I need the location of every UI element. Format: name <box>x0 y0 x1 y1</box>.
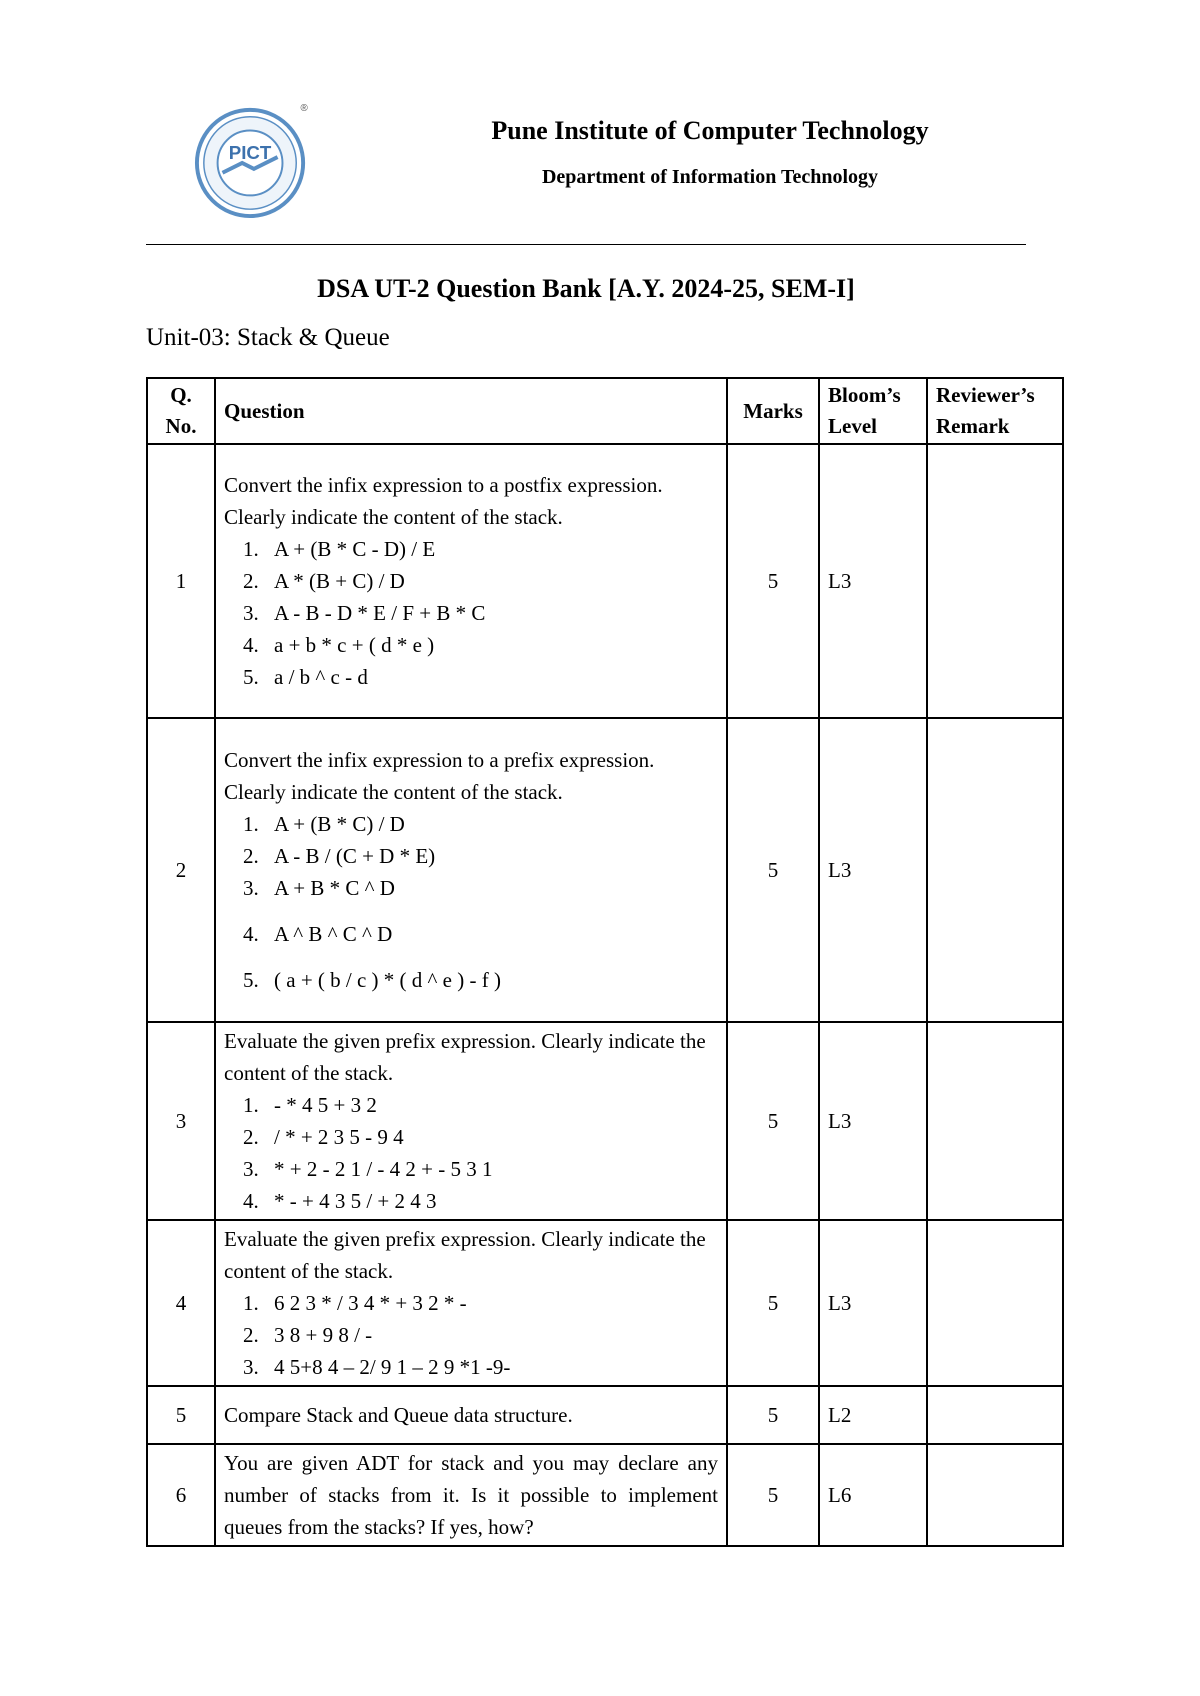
list-item: 3. A + B * C ^ D <box>264 872 718 904</box>
blooms-level-value: L3 <box>819 444 927 718</box>
table-row <box>147 718 1063 1022</box>
question-cell <box>215 1022 727 1220</box>
table-header-row <box>147 378 1063 444</box>
list-item: 3. A - B - D * E / F + B * C <box>264 597 718 629</box>
sub-question-list <box>224 1089 718 1217</box>
question-number: 5 <box>147 1386 215 1444</box>
list-item: 2. A * (B + C) / D <box>264 565 718 597</box>
list-item: 3. 4 5+8 4 – 2/ 9 1 – 2 9 *1 -9- <box>264 1351 718 1383</box>
marks-value: 5 <box>727 1386 819 1444</box>
question-text: You are given ADT for stack and you may declare any number of stacks from it. Is it possible to implement queues from the stacks? If yes, how? <box>224 1451 718 1539</box>
list-item: 4. a + b * c + ( d * e ) <box>264 629 718 661</box>
header-marks: Marks <box>727 378 819 444</box>
list-item: 4. A ^ B ^ C ^ D <box>264 918 718 950</box>
sub-question-list <box>224 533 718 693</box>
table-row <box>147 1022 1063 1220</box>
list-item: 5. ( a + ( b / c ) * ( d ^ e ) - f ) <box>264 964 718 996</box>
question-text: Convert the infix expression to a prefix expression. Clearly indicate the content of the stack. <box>224 748 655 804</box>
reviewer-remark <box>927 1022 1063 1220</box>
header-reviewers-remark: Reviewer’s Remark <box>927 378 1063 444</box>
question-text: Evaluate the given prefix expression. Clearly indicate the content of the stack. <box>224 1227 706 1283</box>
blooms-level-value: L3 <box>819 1022 927 1220</box>
question-text: Evaluate the given prefix expression. Clearly indicate the content of the stack. <box>224 1029 706 1085</box>
list-item: 1. 6 2 3 * / 3 4 * + 3 2 * - <box>264 1287 718 1319</box>
table-row <box>147 444 1063 718</box>
header-divider <box>146 244 1026 245</box>
question-number: 6 <box>147 1444 215 1546</box>
question-text: Compare Stack and Queue data structure. <box>224 1403 573 1427</box>
blooms-level-value: L2 <box>819 1386 927 1444</box>
list-item: 2. / * + 2 3 5 - 9 4 <box>264 1121 718 1153</box>
question-cell <box>215 718 727 1022</box>
reviewer-remark <box>927 444 1063 718</box>
list-item: 3. * + 2 - 2 1 / - 4 2 + - 5 3 1 <box>264 1153 718 1185</box>
table-row <box>147 1220 1063 1386</box>
question-number: 1 <box>147 444 215 718</box>
list-item: 5. a / b ^ c - d <box>264 661 718 693</box>
reviewer-remark <box>927 1220 1063 1386</box>
institute-name: Pune Institute of Computer Technology <box>491 116 929 145</box>
unit-title: Unit-03: Stack & Queue <box>146 324 390 351</box>
reviewer-remark <box>927 718 1063 1022</box>
question-cell <box>215 1444 727 1546</box>
header-question: Question <box>215 378 727 444</box>
list-item: 1. A + (B * C) / D <box>264 808 718 840</box>
question-cell <box>215 1386 727 1444</box>
pict-logo <box>193 102 311 220</box>
blooms-level-value: L3 <box>819 1220 927 1386</box>
question-cell <box>215 1220 727 1386</box>
blooms-level-value: L6 <box>819 1444 927 1546</box>
list-item: 4. * - + 4 3 5 / + 2 4 3 <box>264 1185 718 1217</box>
table-row <box>147 1444 1063 1546</box>
marks-value: 5 <box>727 718 819 1022</box>
logo-text: PICT <box>228 142 272 164</box>
sub-question-list <box>224 808 718 996</box>
registered-mark: ® <box>300 102 308 114</box>
header-blooms-level: Bloom’s Level <box>819 378 927 444</box>
question-text: Convert the infix expression to a postfix expression. Clearly indicate the content of the stack. <box>224 473 663 529</box>
question-number: 4 <box>147 1220 215 1386</box>
header-qno: Q. No. <box>147 378 215 444</box>
list-item: 2. 3 8 + 9 8 / - <box>264 1319 718 1351</box>
list-item: 1. - * 4 5 + 3 2 <box>264 1089 718 1121</box>
blooms-level-value: L3 <box>819 718 927 1022</box>
question-number: 3 <box>147 1022 215 1220</box>
list-item: 2. A - B / (C + D * E) <box>264 840 718 872</box>
question-number: 2 <box>147 718 215 1022</box>
sub-question-list <box>224 1287 718 1383</box>
marks-value: 5 <box>727 1220 819 1386</box>
list-item: 1. A + (B * C - D) / E <box>264 533 718 565</box>
table-row <box>147 1386 1063 1444</box>
reviewer-remark <box>927 1444 1063 1546</box>
marks-value: 5 <box>727 1444 819 1546</box>
department-name: Department of Information Technology <box>541 166 879 188</box>
reviewer-remark <box>927 1386 1063 1444</box>
marks-value: 5 <box>727 1022 819 1220</box>
marks-value: 5 <box>727 444 819 718</box>
document-title: DSA UT-2 Question Bank [A.Y. 2024-25, SEM-I] <box>317 274 855 303</box>
question-cell <box>215 444 727 718</box>
question-table <box>146 377 1064 1547</box>
